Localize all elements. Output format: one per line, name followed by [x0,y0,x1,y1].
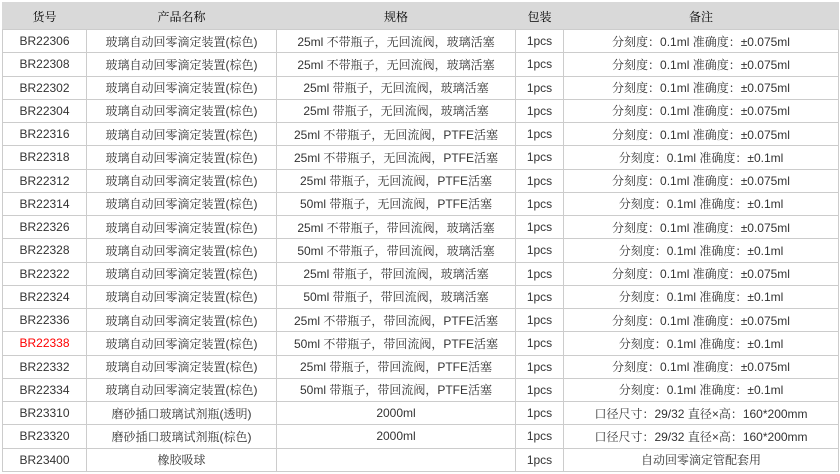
cell-code: BR23320 [3,425,87,448]
column-header-note: 备注 [564,3,839,30]
table-row [3,378,839,401]
cell-spec: 2000ml [277,425,516,448]
cell-note: 口径尺寸：29/32 直径×高：160*200mm [564,425,839,448]
cell-spec: 50ml 带瓶子，带回流阀，PTFE活塞 [277,378,516,401]
table-row [3,239,839,262]
cell-name: 玻璃自动回零滴定装置(棕色) [87,76,277,99]
cell-note: 分刻度：0.1ml 准确度：±0.1ml [564,239,839,262]
cell-code: BR22316 [3,123,87,146]
cell-pack: 1pcs [516,425,564,448]
cell-code: BR22322 [3,262,87,285]
cell-name: 橡胶吸球 [87,448,277,472]
cell-name: 玻璃自动回零滴定装置(棕色) [87,285,277,308]
cell-pack: 1pcs [516,76,564,99]
cell-note: 分刻度：0.1ml 准确度：±0.075ml [564,30,839,53]
table-body [3,30,839,472]
cell-name: 磨砂插口玻璃试剂瓶(棕色) [87,425,277,448]
cell-name: 玻璃自动回零滴定装置(棕色) [87,355,277,378]
cell-pack: 1pcs [516,53,564,76]
product-spec-table [2,2,839,472]
cell-pack: 1pcs [516,332,564,355]
cell-name: 玻璃自动回零滴定装置(棕色) [87,169,277,192]
cell-code: BR22324 [3,285,87,308]
cell-spec: 25ml 不带瓶子，无回流阀，PTFE活塞 [277,146,516,169]
cell-pack: 1pcs [516,169,564,192]
table-row [3,285,839,308]
cell-pack: 1pcs [516,239,564,262]
cell-code: BR22304 [3,99,87,122]
table-row [3,262,839,285]
cell-code: BR23400 [3,448,87,472]
cell-code: BR22306 [3,30,87,53]
cell-note: 分刻度：0.1ml 准确度：±0.075ml [564,169,839,192]
table-row [3,355,839,378]
table-row [3,146,839,169]
table-row [3,53,839,76]
cell-spec: 25ml 不带瓶子，带回流阀，PTFE活塞 [277,309,516,332]
cell-note: 分刻度：0.1ml 准确度：±0.1ml [564,192,839,215]
cell-code: BR22332 [3,355,87,378]
cell-pack: 1pcs [516,123,564,146]
cell-spec: 25ml 带瓶子，带回流阀，玻璃活塞 [277,262,516,285]
table-row [3,192,839,215]
table-row [3,99,839,122]
cell-spec: 25ml 带瓶子，无回流阀，玻璃活塞 [277,76,516,99]
cell-note: 分刻度：0.1ml 准确度：±0.075ml [564,123,839,146]
cell-note: 自动回零滴定管配套用 [564,448,839,472]
cell-code: BR22336 [3,309,87,332]
cell-name: 玻璃自动回零滴定装置(棕色) [87,123,277,146]
cell-note: 分刻度：0.1ml 准确度：±0.075ml [564,216,839,239]
table-row [3,123,839,146]
column-header-pack: 包装 [516,3,564,30]
cell-note: 分刻度：0.1ml 准确度：±0.1ml [564,332,839,355]
cell-code: BR22338 [3,332,87,355]
cell-pack: 1pcs [516,285,564,308]
table-row [3,402,839,425]
cell-spec: 2000ml [277,402,516,425]
cell-note: 口径尺寸：29/32 直径×高：160*200mm [564,402,839,425]
table-row [3,332,839,355]
cell-spec: 50ml 带瓶子，带回流阀，玻璃活塞 [277,285,516,308]
cell-spec: 50ml 不带瓶子，带回流阀，PTFE活塞 [277,332,516,355]
cell-spec: 25ml 不带瓶子，带回流阀，玻璃活塞 [277,216,516,239]
cell-pack: 1pcs [516,192,564,215]
cell-code: BR22308 [3,53,87,76]
cell-note: 分刻度：0.1ml 准确度：±0.1ml [564,146,839,169]
cell-note: 分刻度：0.1ml 准确度：±0.075ml [564,53,839,76]
cell-name: 玻璃自动回零滴定装置(棕色) [87,146,277,169]
cell-pack: 1pcs [516,355,564,378]
cell-pack: 1pcs [516,30,564,53]
cell-name: 玻璃自动回零滴定装置(棕色) [87,216,277,239]
cell-name: 玻璃自动回零滴定装置(棕色) [87,262,277,285]
cell-name: 玻璃自动回零滴定装置(棕色) [87,378,277,401]
cell-name: 玻璃自动回零滴定装置(棕色) [87,99,277,122]
cell-note: 分刻度：0.1ml 准确度：±0.075ml [564,99,839,122]
cell-name: 玻璃自动回零滴定装置(棕色) [87,332,277,355]
cell-name: 玻璃自动回零滴定装置(棕色) [87,309,277,332]
cell-spec: 25ml 带瓶子，无回流阀，玻璃活塞 [277,99,516,122]
cell-pack: 1pcs [516,216,564,239]
cell-spec: 25ml 不带瓶子，无回流阀，玻璃活塞 [277,53,516,76]
table-row [3,425,839,448]
table-header [3,3,839,30]
column-header-name: 产品名称 [87,3,277,30]
cell-spec: 25ml 带瓶子，无回流阀，PTFE活塞 [277,169,516,192]
cell-pack: 1pcs [516,262,564,285]
cell-note: 分刻度：0.1ml 准确度：±0.1ml [564,285,839,308]
cell-spec: 50ml 不带瓶子，带回流阀，玻璃活塞 [277,239,516,262]
cell-name: 玻璃自动回零滴定装置(棕色) [87,192,277,215]
cell-code: BR22334 [3,378,87,401]
cell-code: BR22318 [3,146,87,169]
cell-spec: 25ml 不带瓶子，无回流阀，PTFE活塞 [277,123,516,146]
cell-pack: 1pcs [516,402,564,425]
cell-code: BR22314 [3,192,87,215]
cell-spec: 50ml 带瓶子，无回流阀，PTFE活塞 [277,192,516,215]
cell-name: 磨砂插口玻璃试剂瓶(透明) [87,402,277,425]
cell-pack: 1pcs [516,309,564,332]
cell-note: 分刻度：0.1ml 准确度：±0.1ml [564,378,839,401]
cell-note: 分刻度：0.1ml 准确度：±0.075ml [564,309,839,332]
cell-code: BR22312 [3,169,87,192]
table-row [3,30,839,53]
cell-pack: 1pcs [516,378,564,401]
table-row [3,76,839,99]
table-header-row [3,3,839,30]
column-header-code: 货号 [3,3,87,30]
cell-name: 玻璃自动回零滴定装置(棕色) [87,239,277,262]
cell-spec: 25ml 带瓶子，带回流阀，PTFE活塞 [277,355,516,378]
cell-note: 分刻度：0.1ml 准确度：±0.075ml [564,355,839,378]
table-row [3,216,839,239]
cell-pack: 1pcs [516,146,564,169]
table-row [3,448,839,472]
cell-name: 玻璃自动回零滴定装置(棕色) [87,53,277,76]
cell-spec: 25ml 不带瓶子，无回流阀，玻璃活塞 [277,30,516,53]
cell-pack: 1pcs [516,99,564,122]
table-row [3,169,839,192]
cell-code: BR22302 [3,76,87,99]
table-row [3,309,839,332]
cell-code: BR23310 [3,402,87,425]
cell-name: 玻璃自动回零滴定装置(棕色) [87,30,277,53]
cell-code: BR22326 [3,216,87,239]
column-header-spec: 规格 [277,3,516,30]
cell-pack: 1pcs [516,448,564,472]
cell-spec [277,448,516,472]
cell-code: BR22328 [3,239,87,262]
cell-note: 分刻度：0.1ml 准确度：±0.075ml [564,76,839,99]
cell-note: 分刻度：0.1ml 准确度：±0.075ml [564,262,839,285]
